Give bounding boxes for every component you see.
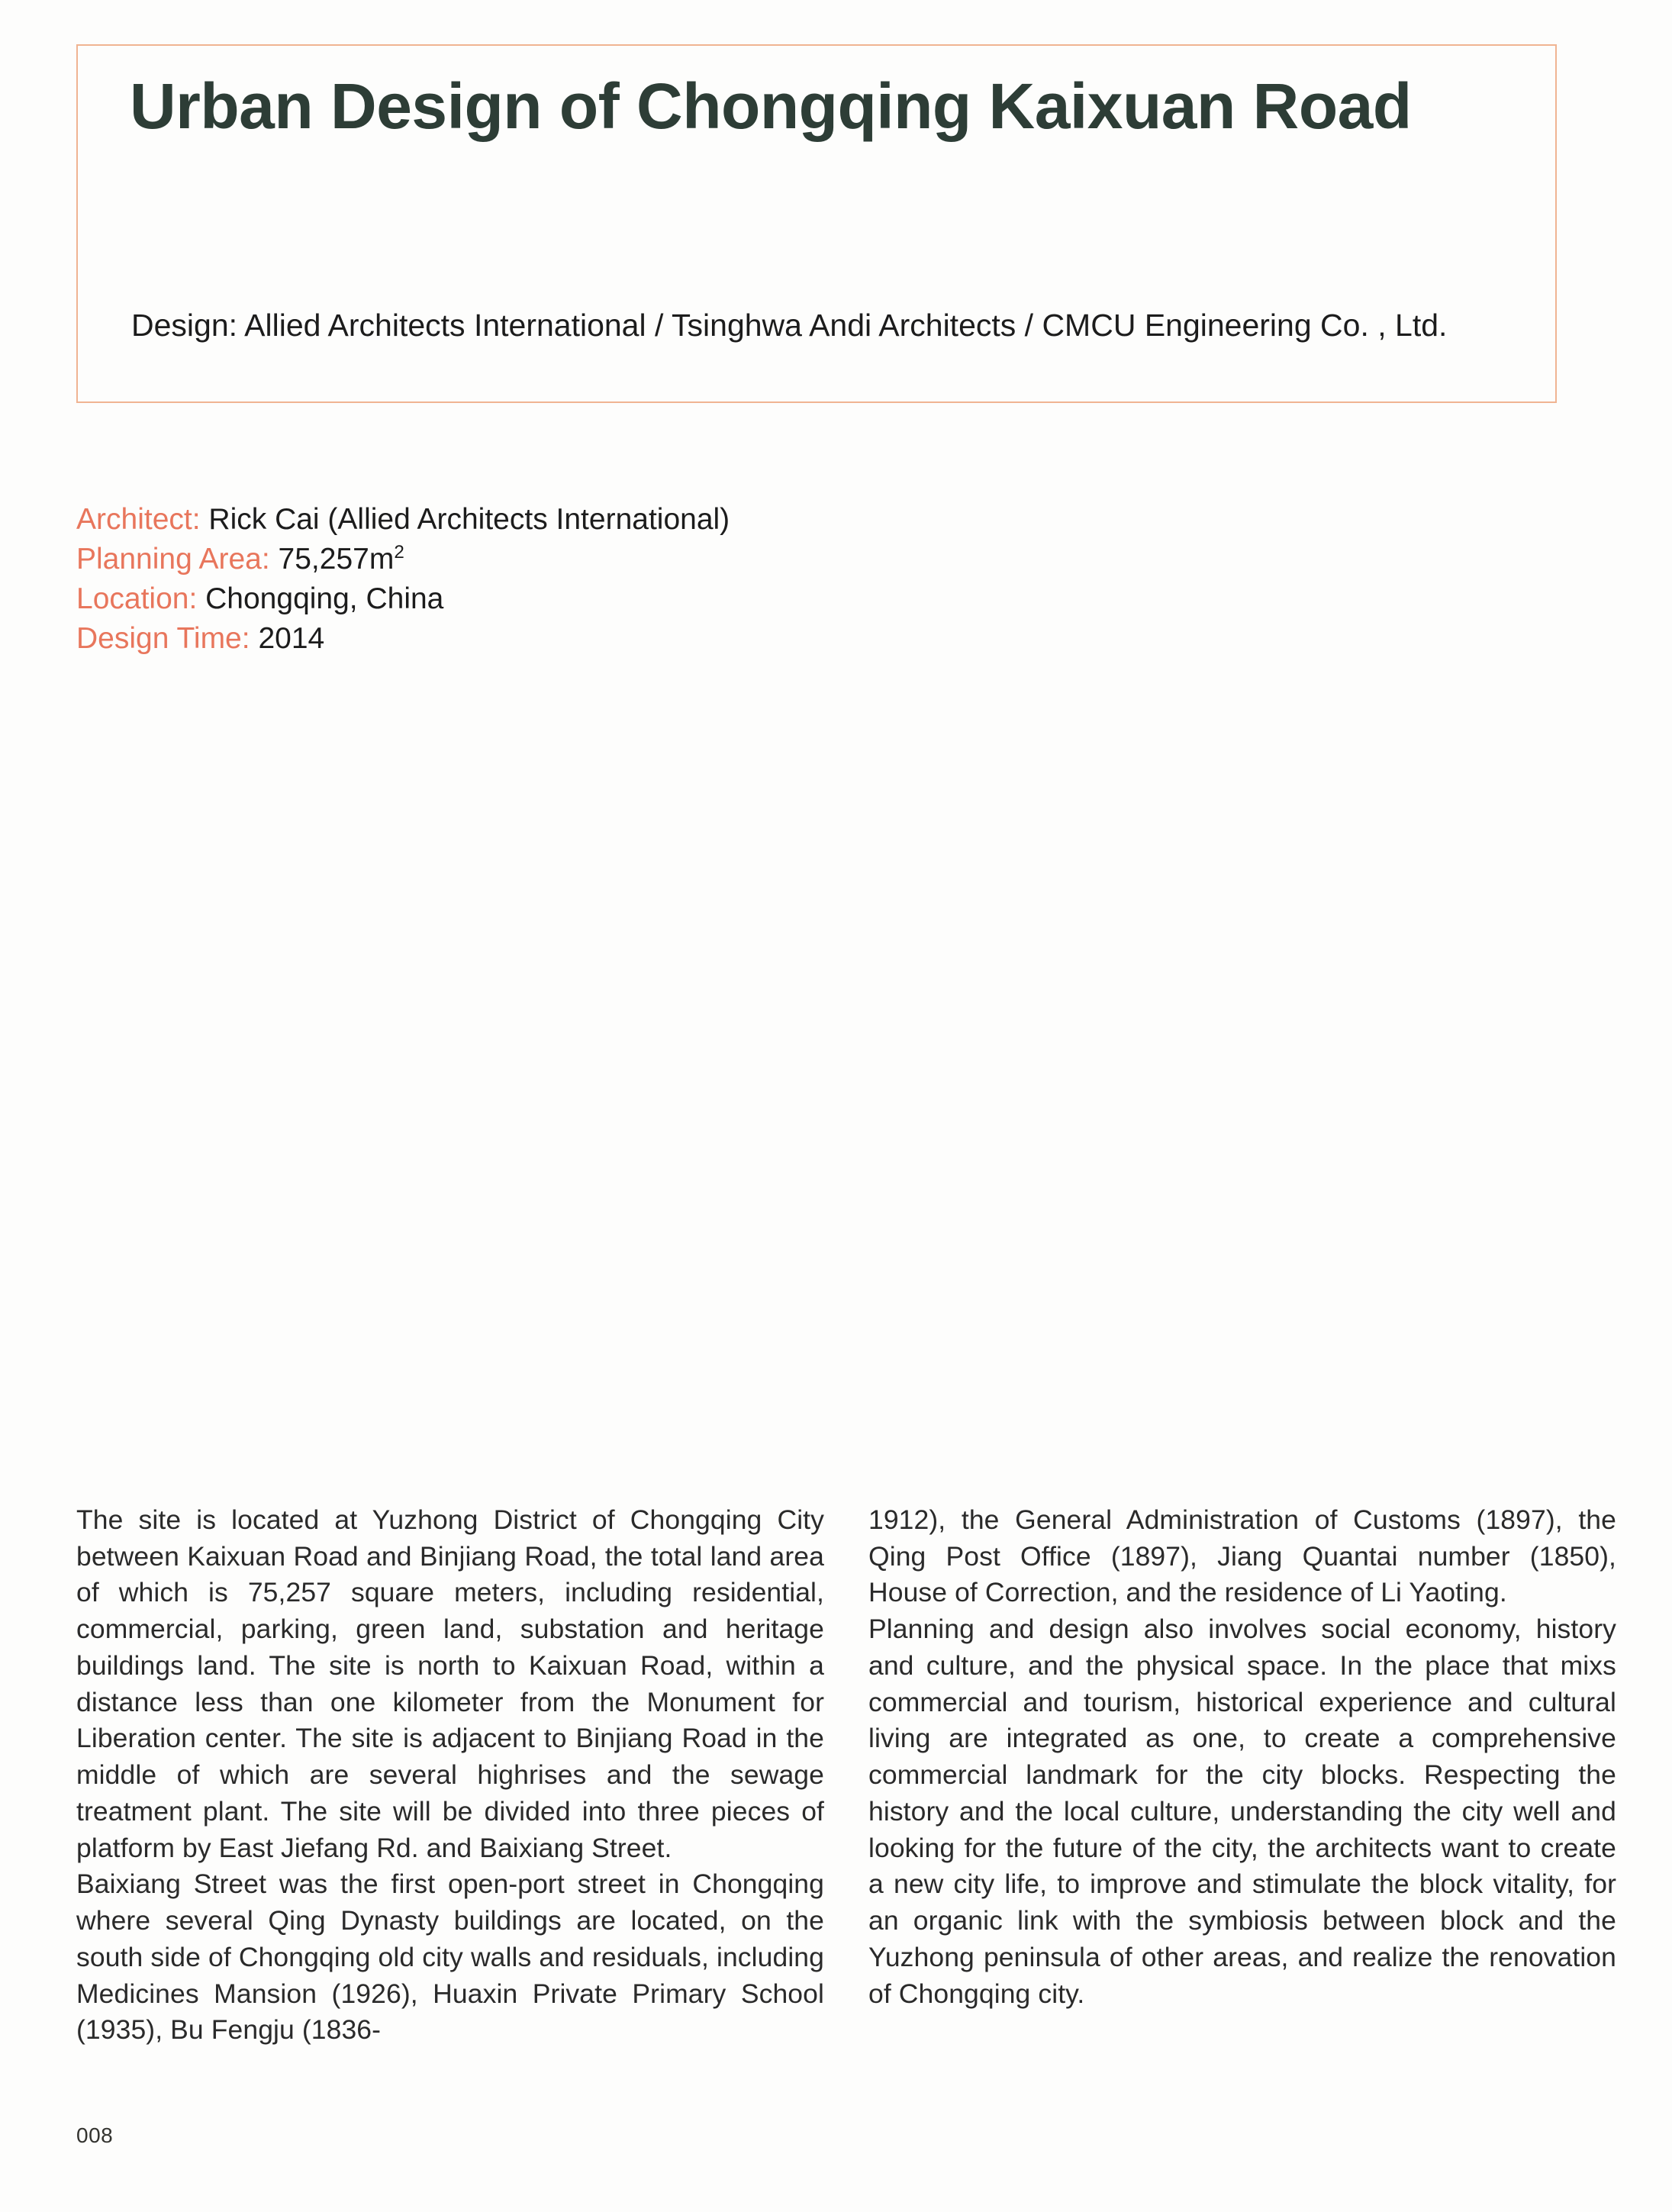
body-text	[76, 1502, 1618, 2049]
body-column-right	[868, 1502, 1616, 2049]
body-column-left	[76, 1502, 824, 2049]
meta-row-design-time	[76, 619, 1068, 659]
meta-row-architect	[76, 500, 1068, 540]
meta-label-architect: Architect:	[76, 503, 201, 536]
meta-label-planning-area: Planning Area:	[76, 542, 270, 576]
paragraph: The site is located at Yuzhong District of Chongqing City between Kaixuan Road and Binjiang Road, the total land area of which is 75,257 square meters, including residential, commercial, parking, green land, substation and heritage buildings land. The site is north to Kaixuan Road, within a distance less than one kilometer from the Monument for Liberation center. The site is adjacent to Binjiang Road in the middle of which are several highrises and the sewage treatment plant. The site will be divided into three pieces of platform by East Jiefang Rd. and Baixiang Street.	[76, 1504, 824, 1863]
paragraph: Baixiang Street was the first open-port street in Chongqing where several Qing Dynasty buildings are located, on the south side of Chongqing old city walls and residuals, including Medicines Mansion (1926), Huaxin Private Primary School (1935), Bu Fengju (1836-	[76, 1869, 824, 2046]
title-box	[76, 44, 1557, 403]
meta-label-location: Location:	[76, 582, 198, 615]
meta-value-design-time: 2014	[258, 621, 325, 655]
paragraph: 1912), the General Administration of Customs (1897), the Qing Post Office (1897), Jiang Quantai number (1850), House of Correction, and the residence of Li Yaoting.	[868, 1504, 1616, 1608]
meta-value-planning-area-unit-exponent: 2	[394, 541, 404, 563]
meta-value-architect: Rick Cai (Allied Architects International)	[208, 503, 730, 536]
meta-label-design-time: Design Time:	[76, 621, 250, 655]
page-number: 008	[76, 2123, 114, 2147]
meta-row-planning-area	[76, 540, 1068, 579]
meta-value-planning-area-number: 75,257m	[278, 542, 395, 576]
page-title: Urban Design of Chongqing Kaixuan Road	[130, 70, 1412, 142]
meta-row-location	[76, 579, 1068, 619]
meta-value-location: Chongqing, China	[205, 582, 444, 615]
paragraph: Planning and design also involves social economy, history and culture, and the physical space. In the place that mixs commercial and tourism, historical experience and cultural living are integrated as one, to create a comprehensive commercial landmark for the city blocks. Respecting the history and the local culture, understanding the city well and looking for the future of the city, the architects want to create a new city life, to improve and stimulate the block vitality, for an organic link with the symbiosis between block and the Yuzhong peninsula of other areas, and realize the renovation of Chongqing city.	[868, 1614, 1616, 2009]
design-credits: Design: Allied Architects International / Tsinghwa Andi Architects / CMCU Engineering Co. , Ltd.	[131, 308, 1448, 343]
project-metadata	[76, 500, 1068, 658]
meta-value-planning-area	[279, 543, 404, 576]
